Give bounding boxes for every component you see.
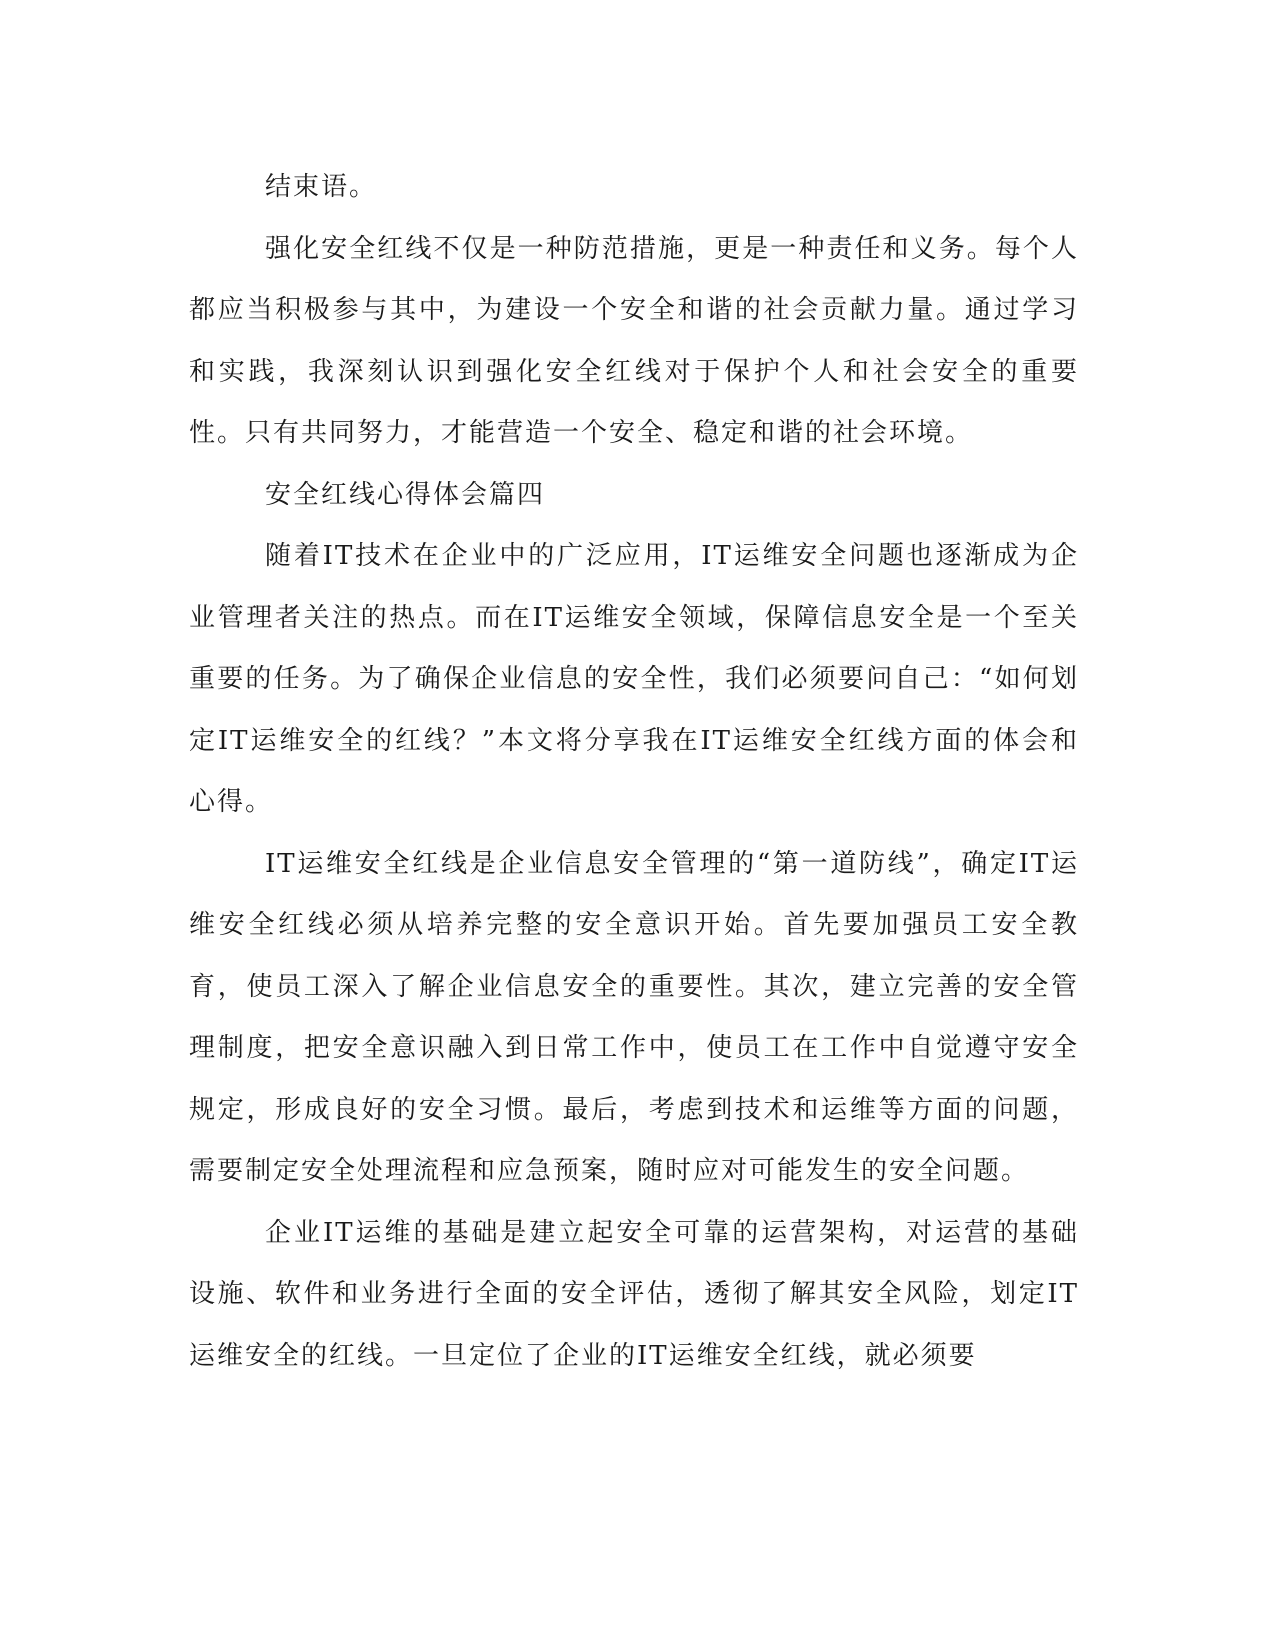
paragraph: 企业IT运维的基础是建立起安全可靠的运营架构，对运营的基础设施、软件和业务进行全面的安全评估，透彻了解其安全风险，划定IT运维安全的红线。一旦定位了企业的IT运维安全红线，就必须要: [189, 1217, 1079, 1371]
document-body: [189, 157, 1079, 1387]
paragraph: IT运维安全红线是企业信息安全管理的“第一道防线”，确定IT运维安全红线必须从培养完整的安全意识开始。首先要加强员工安全教育，使员工深入了解企业信息安全的重要性。其次，建立完善的安全管理制度，把安全意识融入到日常工作中，使员工在工作中自觉遵守安全规定，形成良好的安全习惯。最后，考虑到技术和运维等方面的问题，需要制定安全处理流程和应急预案，随时应对可能发生的安全问题。: [189, 848, 1079, 1186]
section-heading: 安全红线心得体会篇四: [265, 479, 546, 510]
paragraph: 强化安全红线不仅是一种防范措施，更是一种责任和义务。每个人都应当积极参与其中，为建设一个安全和谐的社会贡献力量。通过学习和实践，我深刻认识到强化安全红线对于保护个人和社会安全的重要性。只有共同努力，才能营造一个安全、稳定和谐的社会环境。: [189, 233, 1079, 448]
paragraph: 随着IT技术在企业中的广泛应用，IT运维安全问题也逐渐成为企业管理者关注的热点。而在IT运维安全领域，保障信息安全是一个至关重要的任务。为了确保企业信息的安全性，我们必须要问自己：“如何划定IT运维安全的红线？”本文将分享我在IT运维安全红线方面的体会和心得。: [189, 541, 1079, 817]
section-conclusion-label: 结束语。: [265, 172, 378, 202]
